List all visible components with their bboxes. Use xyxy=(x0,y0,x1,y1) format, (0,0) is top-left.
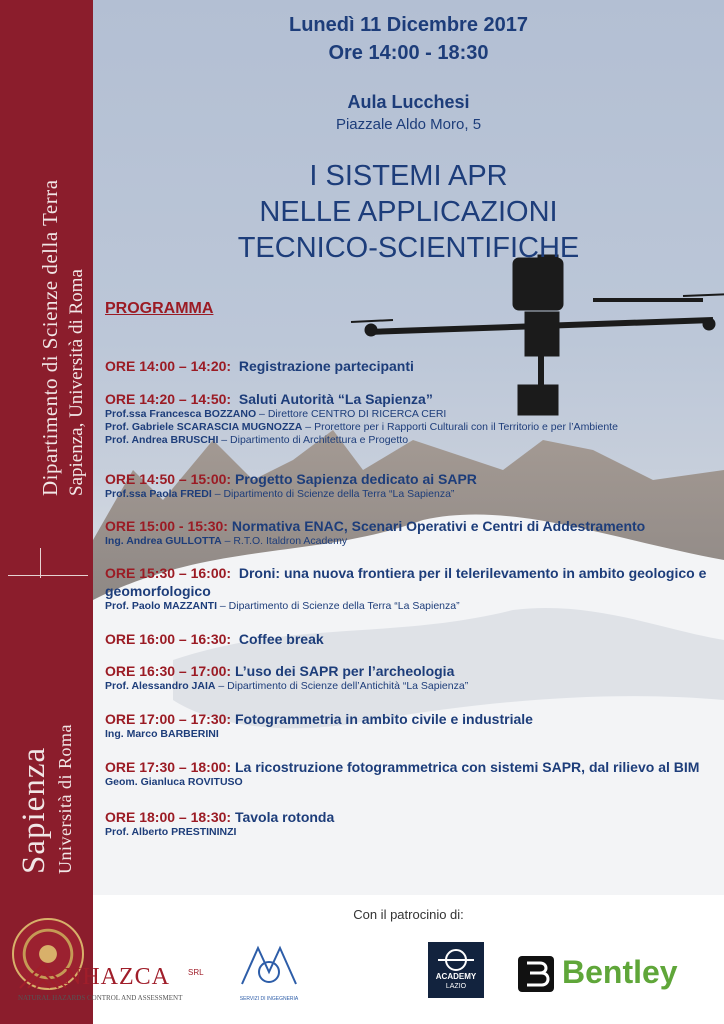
italdron-academy-logo xyxy=(428,942,484,998)
speaker-name: Prof.ssa Francesca BOZZANO xyxy=(105,408,257,420)
bentley-logo xyxy=(518,952,703,996)
program-title: Saluti Autorità “La Sapienza” xyxy=(238,391,433,407)
speaker-name: Prof. Paolo MAZZANTI xyxy=(105,600,217,612)
program-time: ORE 17:00 – 17:30: xyxy=(105,711,232,727)
program-time: ORE 17:30 – 18:00: xyxy=(105,759,232,775)
divider-vertical xyxy=(40,548,41,578)
title-line-1: I SISTEMI APR xyxy=(309,160,508,192)
nhazca-suffix: SRL xyxy=(188,968,204,977)
mg-logo xyxy=(238,940,300,1006)
italdron-text: ACADEMY xyxy=(435,972,477,981)
program-item xyxy=(105,390,720,447)
event-room: Aula Lucchesi xyxy=(347,92,470,112)
program-item xyxy=(105,630,720,648)
speaker-role: – R.T.O. Italdron Academy xyxy=(221,535,348,547)
event-address: Piazzale Aldo Moro, 5 xyxy=(335,116,482,133)
sidebar xyxy=(0,0,93,1024)
program-item xyxy=(105,710,720,741)
program-item xyxy=(105,758,720,789)
title-line-3: TECNICO-SCIENTIFICHE xyxy=(237,232,580,264)
program-item xyxy=(105,564,720,613)
program-title: La ricostruzione fotogrammetrica con sistemi SAPR, dal rilievo al BIM xyxy=(234,759,700,775)
program-time: ORE 15:00 - 15:30: xyxy=(105,518,228,534)
speaker-role: – Dipartimento di Scienze dell’Antichità “La Sapienza” xyxy=(215,680,469,692)
speaker-name: Geom. Gianluca ROVITUSO xyxy=(105,776,243,788)
title-line-2: NELLE APPLICAZIONI xyxy=(259,196,558,228)
speaker-name: Prof. Alessandro JAIA xyxy=(105,680,216,692)
program-title: Normativa ENAC, Scenari Operativi e Centri di Addestramento xyxy=(231,518,646,534)
speaker-role: – Dipartimento di Architettura e Progetto xyxy=(218,434,409,446)
poster-main xyxy=(93,0,724,895)
program-item xyxy=(105,808,720,839)
bentley-wordmark: Bentley xyxy=(562,954,678,990)
program-item xyxy=(105,662,720,693)
nhazca-tagline: NATURAL HAZARDS CONTROL AND ASSESSMENT xyxy=(18,994,183,1002)
department-name: Dipartimento di Scienze della Terra xyxy=(38,179,62,496)
program-time: ORE 14:00 – 14:20: xyxy=(105,358,232,374)
program-title: Progetto Sapienza dedicato ai SAPR xyxy=(234,471,477,487)
speaker-name: Prof.ssa Paola FREDI xyxy=(105,488,212,500)
program-heading: PROGRAMMA xyxy=(105,300,214,317)
speaker-role: – Prorettore per i Rapporti Culturali con il Territorio e per l’Ambiente xyxy=(302,421,618,433)
speaker-role: – Direttore CENTRO DI RICERCA CERI xyxy=(256,408,447,420)
event-time: Ore 14:00 - 18:30 xyxy=(328,42,489,64)
speaker-role: – Dipartimento di Scienze della Terra “La Sapienza” xyxy=(217,600,460,612)
program-item xyxy=(105,470,720,501)
program-title: Coffee break xyxy=(238,631,324,647)
program-time: ORE 16:00 – 16:30: xyxy=(105,631,232,647)
speaker-role: – Dipartimento di Scienze della Terra “La Sapienza” xyxy=(211,488,455,500)
program-title: Fotogrammetria in ambito civile e industriale xyxy=(234,711,533,727)
mg-caption: SERVIZI DI INGEGNERIA xyxy=(239,996,299,1002)
nhazca-name: NHAZCA xyxy=(64,964,170,990)
mg-mark-icon xyxy=(238,940,300,992)
program-time: ORE 18:00 – 18:30: xyxy=(105,809,232,825)
program-time: ORE 14:20 – 14:50: xyxy=(105,391,232,407)
speaker-name: Prof. Andrea BRUSCHI xyxy=(105,434,219,446)
speaker-name: Ing. Marco BARBERINI xyxy=(105,728,219,740)
sapienza-logo-text: Sapienza xyxy=(16,746,52,874)
speaker-name: Prof. Gabriele SCARASCIA MUGNOZZA xyxy=(105,421,303,433)
speaker-name: Prof. Alberto PRESTININZI xyxy=(105,826,237,838)
bentley-b-icon xyxy=(518,956,554,992)
divider xyxy=(8,575,88,576)
event-date: Lunedì 11 Dicembre 2017 xyxy=(288,14,528,36)
program-time: ORE 15:30 – 16:00: xyxy=(105,565,232,581)
program-title: Registrazione partecipanti xyxy=(238,358,414,374)
program-time: ORE 16:30 – 17:00: xyxy=(105,663,232,679)
speaker-name: Ing. Andrea GULLOTTA xyxy=(105,535,222,547)
program-title: Droni: una nuova frontiera per il telerilevamento in ambito geologico e geomorfologico xyxy=(105,565,707,599)
university-name: Sapienza, Università di Roma xyxy=(66,269,87,496)
program-title: Tavola rotonda xyxy=(234,809,335,825)
program-item xyxy=(105,517,720,548)
patronage-label: Con il patrocinio di: xyxy=(353,907,464,922)
program-title: L’uso dei SAPR per l’archeologia xyxy=(234,663,455,679)
nhazca-mountain-icon xyxy=(18,960,68,990)
program-item xyxy=(105,357,720,375)
italdron-sub: LAZIO xyxy=(445,983,467,990)
program-time: ORE 14:50 – 15:00: xyxy=(105,471,232,487)
nhazca-logo xyxy=(18,958,208,1008)
sapienza-logo-subtext: Università di Roma xyxy=(55,724,75,874)
